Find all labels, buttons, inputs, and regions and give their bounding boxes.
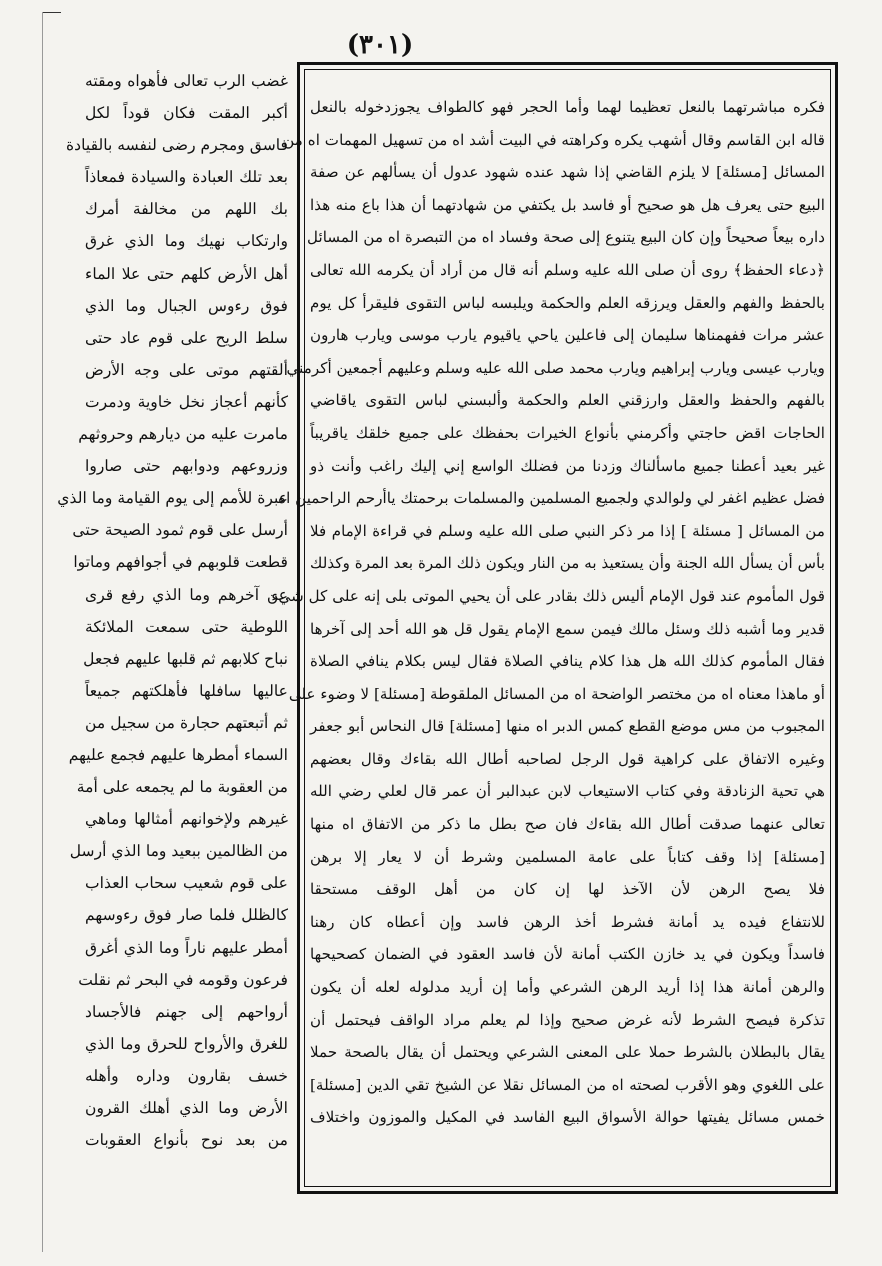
- margin-text-line: غيرهم ولإخوانهم أمثالها وماهي: [85, 810, 288, 829]
- main-text-line: تذكرة فيصح الشرط لأنه غرض صحيح وإذا لم يعلم مراد الواقف فيحتمل أن: [310, 1010, 825, 1029]
- margin-text-line: بعد تلك العبادة والسيادة فمعاذاً: [85, 168, 288, 187]
- margin-commentary: [57, 65, 288, 1156]
- main-text-line: عشر مرات ففهمناها سليمان إلى فاعلين ياحي ياقيوم يارب موسى ويارب هارون: [310, 326, 825, 345]
- main-text-line: أو ماهذا معناه اه من مختصر الواضحة اه من المسائل الملقوطة [مسئلة] لا وضوء على: [288, 684, 825, 703]
- margin-text-line: السماء أمطرها عليهم فجمع عليهم: [68, 745, 288, 764]
- main-text-line: فلا يصح الرهن لأن الآخذ لها إن كان من أهل الوقف مستحقا: [310, 880, 825, 899]
- margin-text-line: مامرت عليه من ديارهم وحروثهم: [78, 425, 288, 444]
- margin-text-line: أرسل على قوم ثمود الصيحة حتى: [72, 521, 288, 540]
- main-text-line: [مسئلة] إذا وقف كتاباً على عامة المسلمين وشرط أن لا يعار إلا برهن: [310, 847, 825, 866]
- margin-text-line: خسف بقارون وداره وأهله: [85, 1066, 288, 1085]
- margin-text-line: سلط الريح على قوم عاد حتى: [85, 328, 288, 347]
- margin-text-line: من الظالمين ببعيد وما الذي أرسل: [69, 842, 288, 861]
- main-text-line: من المسائل [ مسئلة ] إذا مر ذكر النبي صلى الله عليه وسلم في قراءة الإمام فلا: [310, 521, 825, 540]
- main-text-line: وغيره الاتفاق على كراهية قول الرجل لصاحبه أطال الله بقاءك وقال بعضهم: [310, 749, 825, 768]
- main-text-line: هي تحية الزنادقة وفي كتاب الاستيعاب لابن عبدالبر أن عمر قال لعلي رضي الله: [310, 782, 825, 801]
- margin-text-line: وزروعهم ودوابهم حتى صاروا: [85, 457, 288, 476]
- main-text-line: فقال المأموم كذلك الله هل هذا كلام ينافي الصلاة فقال ليس بكلام ينافي الصلاة: [310, 652, 825, 671]
- main-text-line: على اللغوي وهو الأقرب لصحته اه من المسائل نقلا عن الشيخ تقي الدين [مسئلة]: [310, 1075, 825, 1094]
- margin-text-line: الأرض وما الذي أهلك القرون: [85, 1099, 288, 1117]
- margin-text-line: أهل الأرض كلهم حتى علا الماء: [85, 264, 288, 283]
- main-text-line: قدير وما أشبه ذلك وسئل مالك فيمن سمع الإمام يقول قل هو الله أحد إلى آخرها: [310, 619, 825, 638]
- page-number: (٣٠١): [346, 30, 414, 60]
- margin-text-line: ألقتهم موتى على وجه الأرض: [85, 360, 288, 379]
- margin-text-line: فاسق ومجرم رضى لنفسه بالقيادة: [66, 136, 288, 155]
- margin-text-line: عاليها سافلها فأهلكتهم جميعاً: [85, 681, 288, 700]
- main-text-line: فكره مباشرتهما بالنعل تعظيما لهما وأما الحجر فهو كالطواف يجوزدخوله بالنعل: [310, 98, 825, 116]
- main-text-line: المجبوب من مس موضع القطع كمس الدبر اه منها [مسئلة] قال النحاس أبو جعفر: [310, 717, 825, 736]
- margin-text-line: قطعت قلوبهم في أجوافهم وماتوا: [73, 553, 288, 572]
- margin-text-line: بك اللهم من مخالفة أمرك: [85, 200, 288, 219]
- main-text-line: فضل عظيم اغفر لي ولوالدي ولجميع المسلمين والمسلمات برحمتك ياأرحم الراحمين اه: [278, 489, 825, 508]
- margin-text-line: اللوطية حتى سمعت الملائكة: [85, 617, 288, 636]
- main-text-line: فاسداً ويكون في يد خازن الكتب أمانة لأن فاسد العقود في الضمان كصحيحها: [310, 945, 825, 964]
- main-text-body: [271, 91, 825, 1185]
- margin-text-line: عبرة للأمم إلى يوم القيامة وما الذي: [57, 489, 288, 508]
- main-text-line: غير بعيد أعطنا جميع ماسألناك وزدنا من فضلك الواسع إني إليك راغب وأنت ذو: [310, 456, 825, 475]
- main-text-line: للانتفاع فيده يد أمانة فشرط أخذ الرهن فاسد وإن أعطاه كان رهنا: [310, 912, 825, 931]
- corner-mark: [42, 12, 61, 29]
- margin-text-line: من بعد نوح بأنواع العقوبات: [85, 1131, 288, 1150]
- margin-text-line: وارتكاب نهيك وما الذي غرق: [85, 232, 288, 251]
- margin-text-line: أمطر عليهم ناراً وما الذي أغرق: [85, 938, 288, 957]
- main-text-line: خمس مسائل يفيتها حوالة الأسواق البيع الفاسد في المكيل والموزون واختلاف: [310, 1108, 825, 1127]
- margin-text-line: من العقوبة ما لم يجمعه على أمة: [76, 778, 288, 797]
- margin-text-line: أكبر المقت فكان قوداً لكل: [85, 104, 288, 123]
- main-text-frame: [271, 62, 838, 1194]
- margin-text-line: على قوم شعيب سحاب العذاب: [85, 874, 288, 893]
- main-text-line: قاله ابن القاسم وقال أشهب يكره وكراهته في البيت أشد اه من تسهيل المهمات اه من: [283, 130, 825, 149]
- main-text-line: تعالى عنهما صدقت أطال الله بقاءك فان صح بطل ما ذكر من الاتفاق اه منها: [310, 815, 825, 834]
- main-text-line: البيع حتى يعرف هل هو صحيح أو فاسد بل يكتفي من شهادتهما أن هذا باع منه هذا: [310, 195, 825, 214]
- main-text-line: المسائل [مسئلة] لا يلزم القاضي إذا شهد عنده شهود عدول أن يسألهم عن صفة: [310, 163, 825, 182]
- margin-text-line: أرواحهم إلى جهنم فالأجساد: [85, 1002, 288, 1021]
- margin-text-line: عن آخرهم وما الذي رفع قرى: [85, 585, 288, 604]
- margin-text-line: ثم أتبعتهم حجارة من سجيل من: [85, 713, 288, 732]
- main-text-line: والرهن أمانة هذا إذا أريد الرهن الشرعي وأما إن أريد مدلوله لعله أن يكون: [310, 978, 825, 997]
- main-text-line: ويارب عيسى ويارب إبراهيم ويارب محمد صلى الله عليه وسلم وعليهم أجمعين أكرمني: [286, 358, 825, 377]
- main-text-line: بالفهم والحفظ والعقل وارزقني العلم والحكمة وألبسني لباس التقوى ياقاضي: [310, 391, 825, 410]
- margin-text-line: نباح كلابهم ثم قلبها عليهم فجعل: [83, 649, 288, 668]
- margin-text-line: غضب الرب تعالى فأهواه ومقته: [85, 72, 288, 90]
- main-text-line: يقال بالبطلان بالشرط حملا على المعنى الشرعي ويحتمل أن يقال بالصحة حملا: [310, 1043, 825, 1062]
- main-text-line: ﴿دعاء الحفظ﴾ روى أن صلى الله عليه وسلم أنه قال من أراد أن يكرمه الله تعالى: [310, 260, 825, 279]
- margin-text-line: كأنهم أعجاز نخل خاوية ودمرت: [85, 392, 288, 411]
- main-text-line: الحاجات اقض حاجتي وأكرمني بأنواع الخيرات بحفظك على جميع خلقك ياقريباً: [310, 423, 825, 442]
- margin-text-line: فوق رءوس الجبال وما الذي: [85, 296, 288, 315]
- margin-text-line: للغرق والأرواح للحرق وما الذي: [85, 1034, 288, 1053]
- page-edge-line: [42, 12, 43, 1252]
- main-text-line: بالحفظ والفهم والعقل ويرزقه العلم والحكمة ويلبسه لباس التقوى فليقرأ كل يوم: [310, 293, 825, 312]
- main-text-line: بأس أن يسأل الله الجنة وأن يستعيذ به من النار ويكون ذلك المرة بعد المرة وكذلك: [310, 554, 825, 573]
- margin-text-line: كالظلل فلما صار فوق رءوسهم: [85, 906, 288, 925]
- main-text-line: قول المأموم عند قول الإمام أليس ذلك بقادر على أن يحيي الموتى بلى إنه على كل شيء: [271, 586, 825, 605]
- main-text-line: داره بيعاً صحيحاً وإن كان البيع يتنوع إلى صحة وفساد اه من التبصرة اه من المسائل: [307, 228, 825, 247]
- margin-text-line: فرعون وقومه في البحر ثم نقلت: [78, 970, 288, 989]
